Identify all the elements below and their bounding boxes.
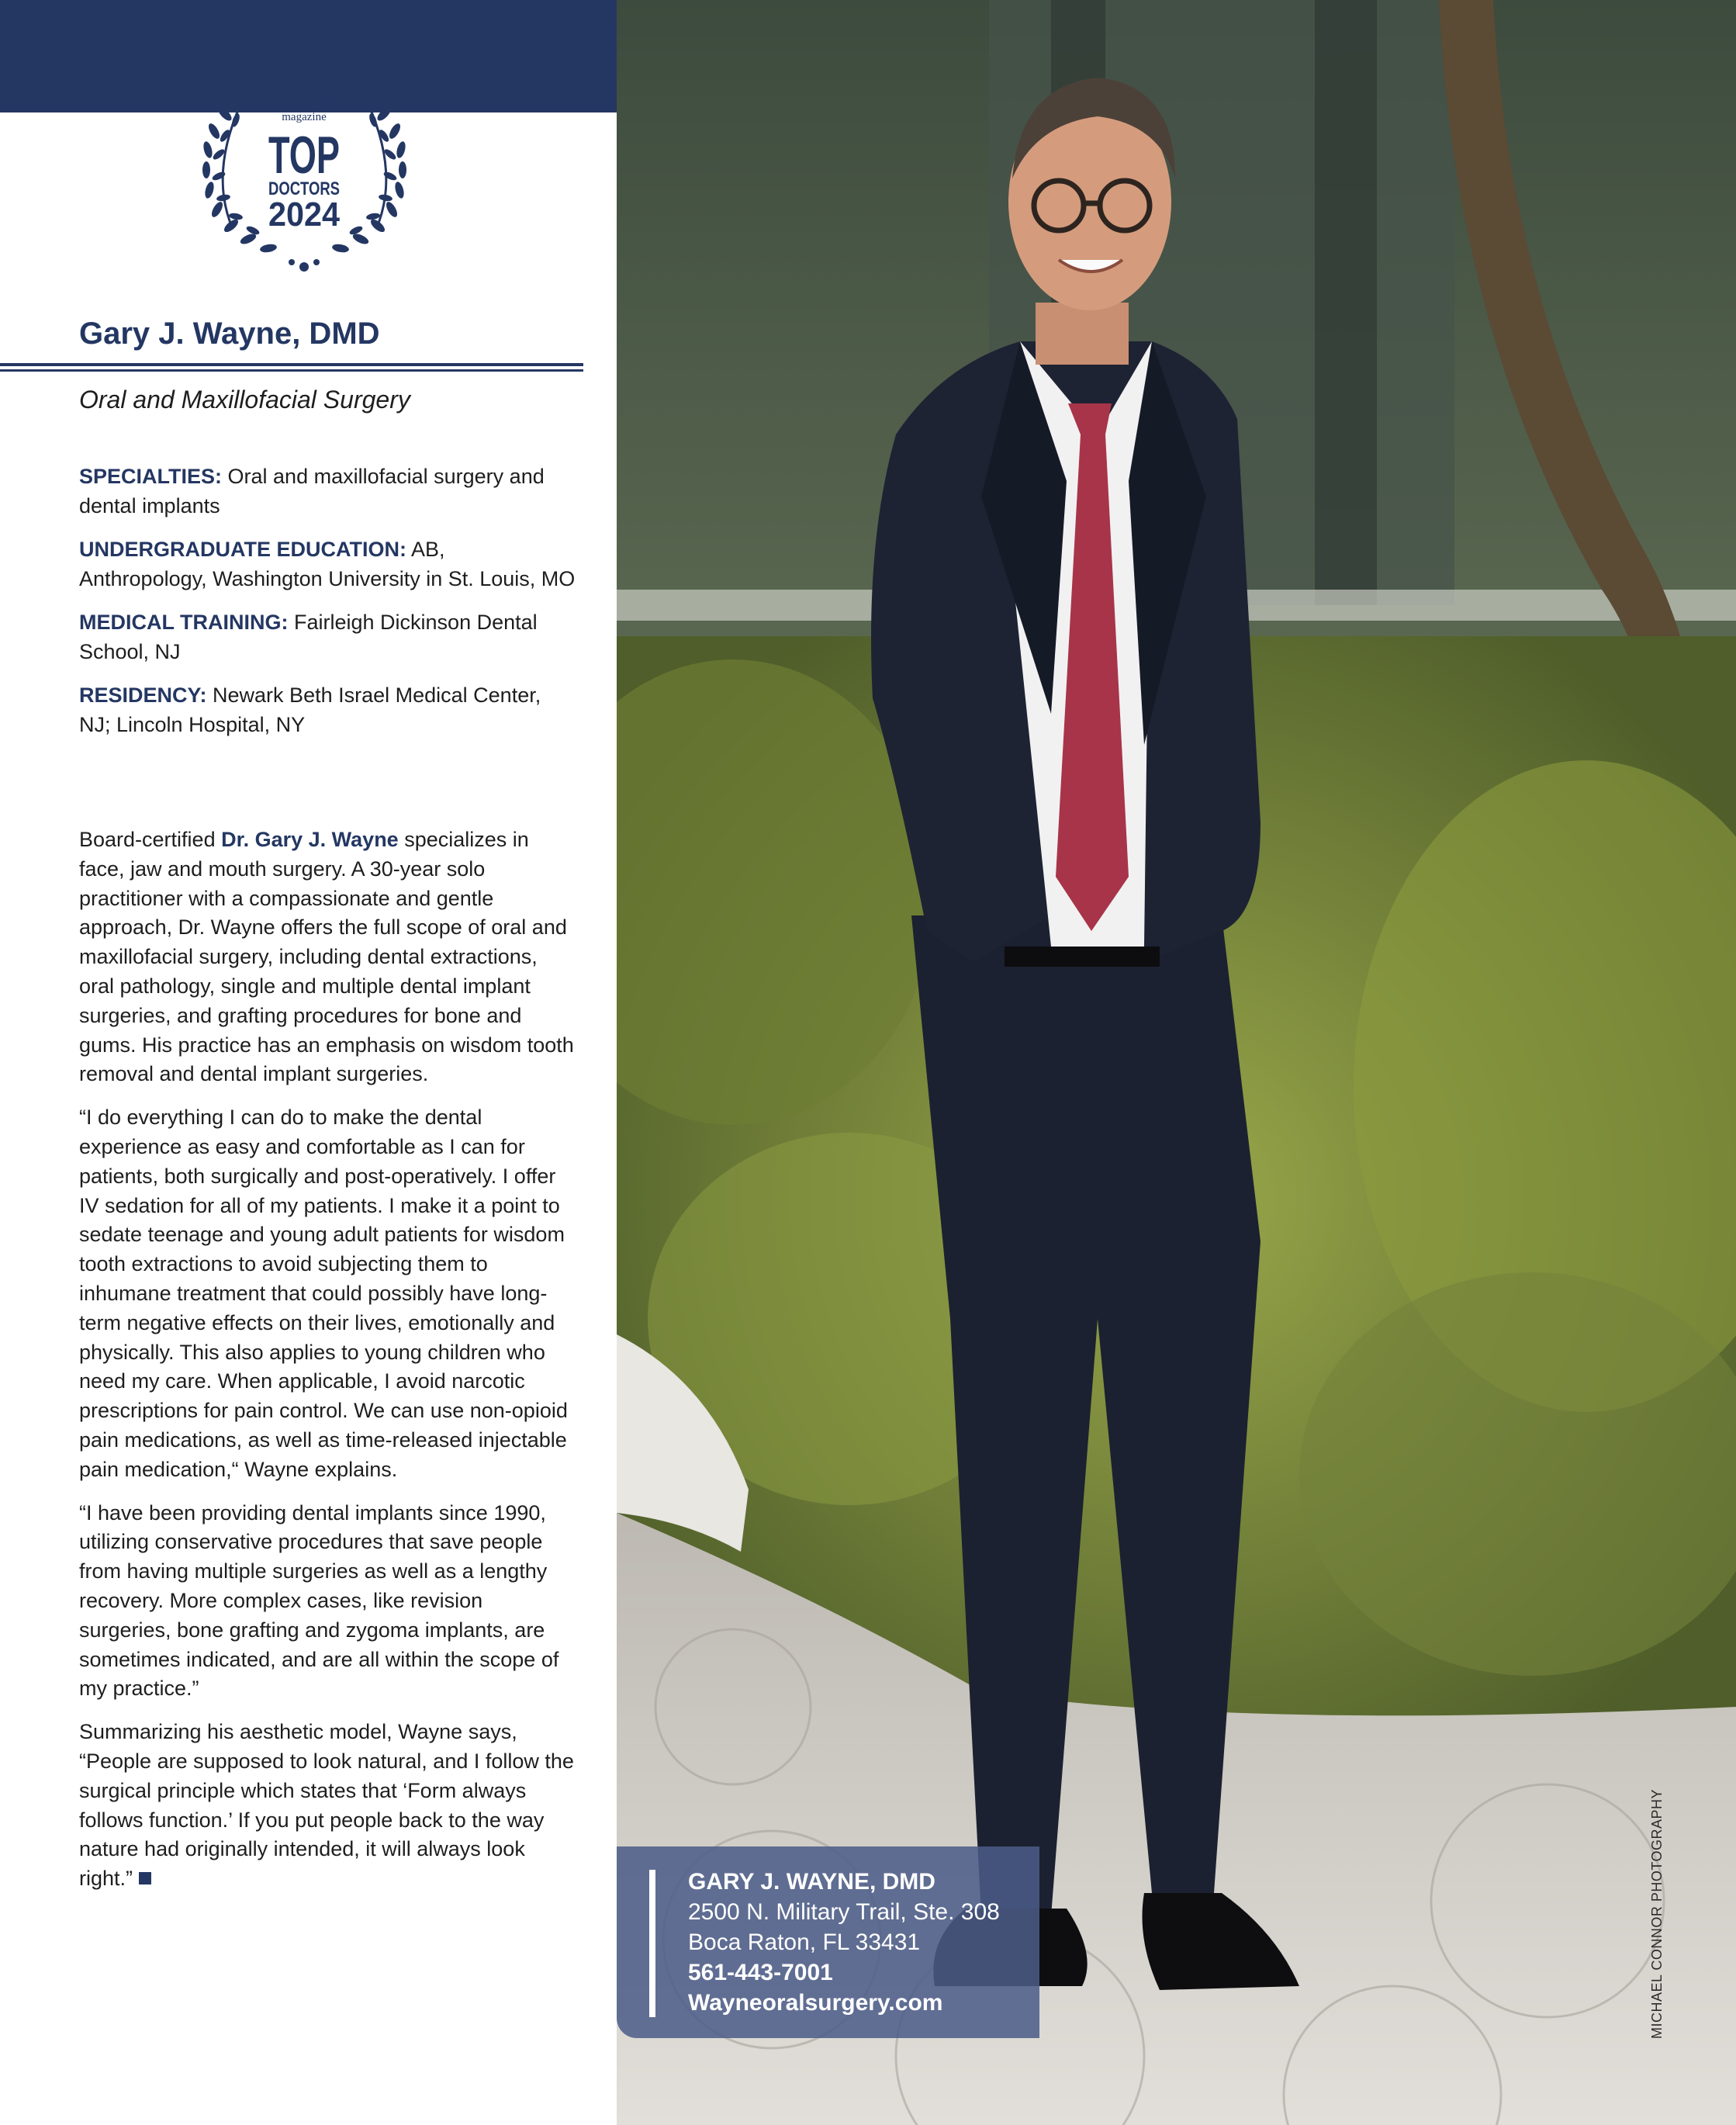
bio-paragraph-4: Summarizing his aesthetic model, Wayne says, “People are supposed to look natural, and I follow the surgical principle which states that ‘Form always follows function.’ If you put people back to the way nature had originally intended, it will always look right.” <box>79 1720 574 1891</box>
contact-address-line-1: 2500 N. Military Trail, Ste. 308 <box>688 1899 1000 1925</box>
top-doctors-badge <box>186 74 423 283</box>
laurel-wreath-icon <box>186 74 423 283</box>
end-of-article-square-icon <box>139 1872 151 1884</box>
badge-brand: boca <box>279 85 329 113</box>
bio-paragraph-2: “I do everything I can do to make the dental experience as easy and comfortable as I can for patients, both surgically and post-operatively. I offer IV sedation for all of my patients. I make it a point to sedate teenage and young adult patients for wisdom tooth extractions to avoid subjecting them to inhumane treatment that could possibly have long-term negative effects on their lives, emotionally and physically. This also applies to young children who need my care. When applicable, I avoid narcotic prescriptions for pain control. We can use non-opioid pain medications, as well as time-released injectable pain medication,“ Wayne explains. <box>79 1106 568 1481</box>
contact-name: GARY J. WAYNE, DMD <box>688 1869 935 1895</box>
fact-medical-training: MEDICAL TRAINING: Fairleigh Dickinson Dental School, NJ <box>79 611 538 663</box>
badge-year: 2024 <box>268 196 341 234</box>
specialty-title: Oral and Maxillofacial Surgery <box>79 386 410 414</box>
bio-doctor-name: Dr. Gary J. Wayne <box>221 828 399 851</box>
badge-doctors: DOCTORS <box>268 178 340 199</box>
doctor-portrait-photo <box>617 0 1736 2125</box>
contact-website[interactable]: Wayneoralsurgery.com <box>688 1990 943 2016</box>
contact-address-line-2: Boca Raton, FL 33431 <box>688 1929 921 1955</box>
contact-box <box>617 1846 1039 2038</box>
doctor-name-heading: Gary J. Wayne, DMD <box>79 317 380 351</box>
facts-list <box>79 462 576 753</box>
bio-paragraph-3: “I have been providing dental implants since 1990, utilizing conservative procedures that save people from having multiple surgeries as well as a lengthy recovery. More complex cases, like revision surgeries, bone grafting and zygoma implants, are sometimes indicated, and are all within the scope of my practice.” <box>79 1500 559 1701</box>
badge-brand-sub: magazine <box>282 111 327 123</box>
contact-phone: 561-443-7001 <box>688 1960 833 1985</box>
biography <box>79 825 576 1908</box>
photo-credit: MICHAEL CONNOR PHOTOGRAPHY <box>1649 1788 1665 2039</box>
fact-residency: RESIDENCY: Newark Beth Israel Medical Center, NJ; Lincoln Hospital, NY <box>79 684 541 736</box>
double-rule-divider <box>0 363 583 372</box>
fact-specialties: SPECIALTIES: Oral and maxillofacial surgery and dental implants <box>79 465 545 517</box>
fact-undergraduate-education: UNDERGRADUATE EDUCATION: AB, Anthropology, Washington University in St. Louis, MO <box>79 538 576 590</box>
badge-top: TOP <box>268 126 340 185</box>
bio-paragraph-1: Board-certified Dr. Gary J. Wayne specializes in face, jaw and mouth surgery. A 30-year solo practitioner with a compassionate and gentle approach, Dr. Wayne offers the full scope of oral and maxillofacial surgery, including dental extractions, oral pathology, single and multiple dental implant surgeries, and grafting procedures for bone and gums. His practice has an emphasis on wisdom tooth removal and dental implant surgeries. <box>79 828 574 1086</box>
contact-accent-bar <box>649 1870 655 2017</box>
